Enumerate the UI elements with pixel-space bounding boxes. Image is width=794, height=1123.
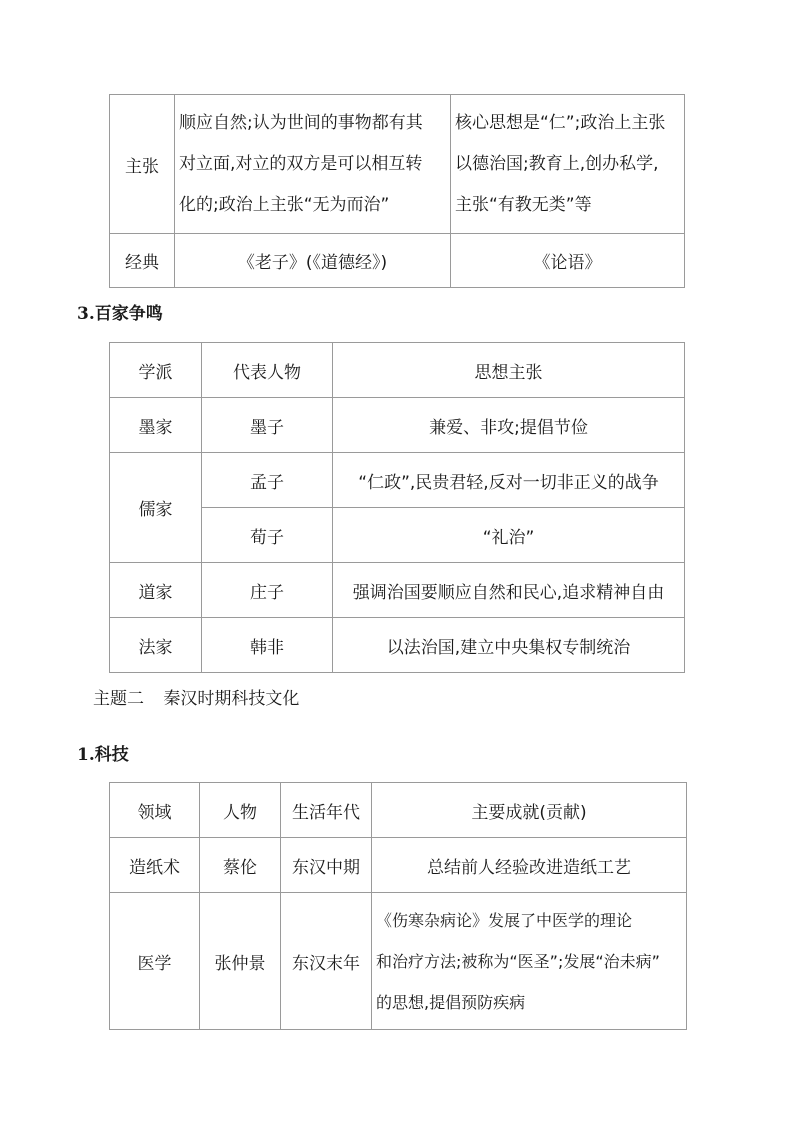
confucian-stance-line: 核心思想是“仁”;政治上主张 [455, 112, 666, 133]
idea-cell: “礼治” [333, 508, 685, 563]
idea-cell: 以法治国,建立中央集权专制统治 [333, 618, 685, 673]
section-heading-technology: 1.科技 [77, 745, 129, 765]
header-achievement: 主要成就(贡献) [372, 783, 687, 838]
school-cell: 儒家 [110, 453, 202, 563]
achievement-line: 《伤寒杂病论》发展了中医学的理论 [376, 910, 633, 930]
field-cell: 造纸术 [110, 838, 200, 893]
confucian-stance-line: 以德治国;教育上,创办私学, [455, 153, 659, 174]
achievement-cell: 总结前人经验改进造纸工艺 [372, 838, 687, 893]
header-person: 代表人物 [202, 343, 333, 398]
person-cell: 墨子 [202, 398, 333, 453]
hundred-schools-table [109, 342, 685, 673]
confucian-classic-cell: 《论语》 [451, 234, 685, 288]
person-cell: 韩非 [202, 618, 333, 673]
topic-title: 秦汉时期科技文化 [163, 689, 300, 709]
row-label-classic: 经典 [110, 234, 175, 288]
schools-comparison-table [109, 94, 685, 288]
idea-cell: 强调治国要顺应自然和民心,追求精神自由 [333, 563, 685, 618]
header-school: 学派 [110, 343, 202, 398]
achievement-cell [372, 893, 687, 1030]
section-heading-hundred-schools: 3.百家争鸣 [77, 304, 163, 324]
person-cell: 蔡伦 [200, 838, 281, 893]
person-cell: 张仲景 [200, 893, 281, 1030]
daoist-classic-cell: 《老子》(《道德经》) [175, 234, 451, 288]
topic-number: 主题二 [93, 689, 144, 709]
daoist-stance-line: 顺应自然;认为世间的事物都有其 [179, 112, 423, 133]
header-idea: 思想主张 [333, 343, 685, 398]
person-cell: 孟子 [202, 453, 333, 508]
person-cell: 荀子 [202, 508, 333, 563]
header-person: 人物 [200, 783, 281, 838]
confucian-stance-cell [451, 95, 685, 234]
school-cell: 法家 [110, 618, 202, 673]
confucian-stance-line: 主张“有教无类”等 [455, 194, 592, 215]
era-cell: 东汉末年 [281, 893, 372, 1030]
school-cell: 墨家 [110, 398, 202, 453]
daoist-stance-line: 化的;政治上主张“无为而治” [179, 194, 390, 215]
achievement-line: 的思想,提倡预防疾病 [376, 992, 526, 1012]
field-cell: 医学 [110, 893, 200, 1030]
daoist-stance-line: 对立面,对立的双方是可以相互转 [179, 153, 423, 174]
technology-table [109, 782, 687, 1030]
row-label-stance: 主张 [110, 95, 175, 234]
school-cell: 道家 [110, 563, 202, 618]
idea-cell: “仁政”,民贵君轻,反对一切非正义的战争 [333, 453, 685, 508]
achievement-line: 和治疗方法;被称为“医圣”;发展“治未病” [376, 951, 660, 971]
idea-cell: 兼爱、非攻;提倡节俭 [333, 398, 685, 453]
header-field: 领域 [110, 783, 200, 838]
daoist-stance-cell [175, 95, 451, 234]
topic-heading [93, 684, 299, 709]
era-cell: 东汉中期 [281, 838, 372, 893]
header-era: 生活年代 [281, 783, 372, 838]
person-cell: 庄子 [202, 563, 333, 618]
